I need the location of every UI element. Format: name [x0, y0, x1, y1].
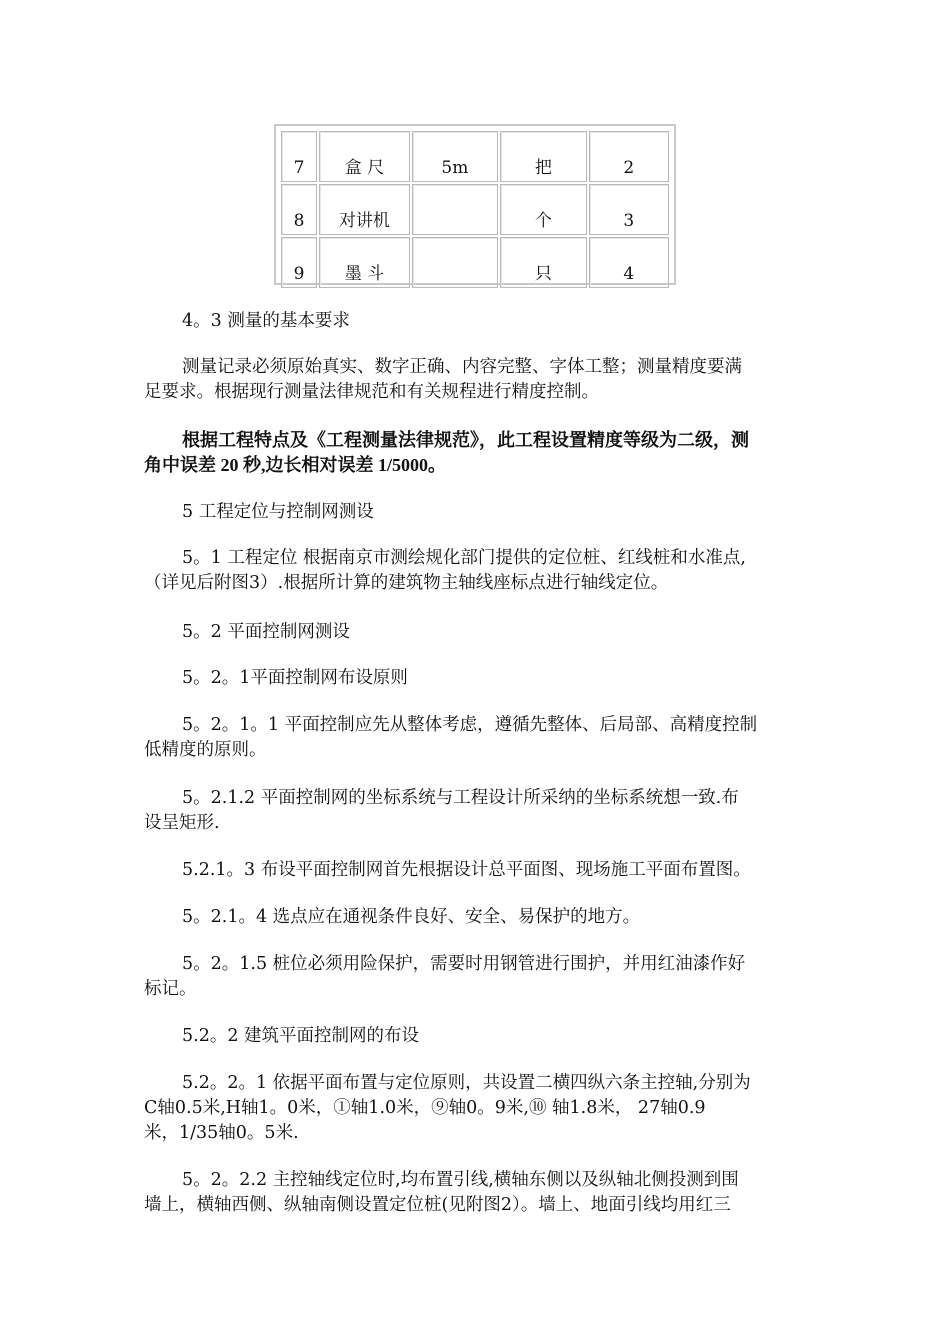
table-cell-spec: 5m — [412, 131, 498, 182]
table-cell-index: 8 — [281, 184, 317, 235]
paragraph-line: 5。2.1。4 选点应在通视条件良好、安全、易保护的地方。 — [182, 907, 641, 927]
paragraph-line: 5.2.1。3 布设平面控制网首先根据设计总平面图、现场施工平面布置图。 — [182, 860, 751, 880]
paragraph-5-2-2-1 — [144, 1071, 808, 1146]
table-cell-name: 墨 斗 — [319, 237, 409, 288]
paragraph-line: 低精度的原则。 — [144, 740, 267, 760]
paragraph-line: 5.2。2。1 依据平面布置与定位原则，共设置二横四纵六条主控轴,分别为 — [182, 1073, 751, 1093]
equipment-table-frame — [274, 124, 676, 285]
paragraph-5-2-2-2 — [144, 1168, 808, 1218]
paragraph-line: 5。2.1.2 平面控制网的坐标系统与工程设计所采纳的坐标系统想一致.布 — [182, 788, 739, 808]
paragraph-5-2-1-4 — [144, 905, 808, 930]
paragraph-line: 设呈矩形. — [144, 813, 220, 833]
section-heading-5 — [144, 500, 808, 525]
section-heading-5-2-1 — [144, 666, 808, 691]
paragraph-precision-grade — [144, 428, 808, 478]
paragraph-line: 5。2。1.5 桩位必须用险保护，需要时用钢管进行围护，并用红油漆作好 — [182, 954, 746, 974]
paragraph-line: 角中误差 20 秒,边长相对误差 1/5000。 — [144, 455, 446, 475]
table-cell-name: 对讲机 — [319, 184, 409, 235]
table-row — [281, 184, 669, 235]
table-row — [281, 131, 669, 182]
table-cell-quantity: 3 — [589, 184, 669, 235]
table-cell-spec — [412, 237, 498, 288]
table-cell-spec — [412, 184, 498, 235]
section-heading-4-3 — [144, 309, 808, 334]
paragraph-5-2-1-3 — [144, 858, 808, 883]
table-cell-index: 7 — [281, 131, 317, 182]
paragraph-line: C轴0.5米,H轴1。0米，①轴1.0米，⑨轴0。9米,⑩ 轴1.8米， 27轴0.9 — [144, 1098, 706, 1118]
paragraph-record-requirements — [144, 355, 808, 405]
paragraph-line: 4。3 测量的基本要求 — [182, 311, 350, 331]
paragraph-line: 5.2。2 建筑平面控制网的布设 — [182, 1026, 420, 1046]
table-cell-quantity: 4 — [589, 237, 669, 288]
paragraph-line: 根据工程特点及《工程测量法律规范》，此工程设置精度等级为二级，测 — [182, 430, 749, 450]
paragraph-line: 5 工程定位与控制网测设 — [182, 502, 374, 522]
paragraph-5-2-1-5 — [144, 952, 808, 1002]
section-heading-5-2-2 — [144, 1024, 808, 1049]
paragraph-line: 墙上，横轴西侧、纵轴南侧设置定位桩(见附图2）。墙上、地面引线均用红三 — [144, 1195, 731, 1215]
table-row — [281, 237, 669, 288]
table-cell-unit: 个 — [500, 184, 586, 235]
equipment-table — [279, 129, 671, 290]
paragraph-line: 5。1 工程定位 根据南京市测绘规化部门提供的定位桩、红线桩和水准点, — [182, 548, 746, 568]
paragraph-line: 测量记录必须原始真实、数字正确、内容完整、字体工整；测量精度要满 — [182, 357, 742, 377]
paragraph-5-2-1-2 — [144, 786, 808, 836]
table-cell-unit: 只 — [500, 237, 586, 288]
section-heading-5-2 — [144, 620, 808, 645]
table-cell-quantity: 2 — [589, 131, 669, 182]
paragraph-positioning — [144, 546, 808, 596]
paragraph-line: 5。2。1平面控制网布设原则 — [182, 668, 408, 688]
paragraph-line: 标记。 — [144, 979, 197, 999]
table-cell-index: 9 — [281, 237, 317, 288]
paragraph-line: 5。2。1。1 平面控制应先从整体考虑，遵循先整体、后局部、高精度控制 — [182, 715, 758, 735]
paragraph-line: （详见后附图3）.根据所计算的建筑物主轴线座标点进行轴线定位。 — [144, 573, 669, 593]
table-cell-unit: 把 — [500, 131, 586, 182]
paragraph-line: 米，1/35轴0。5米. — [144, 1123, 299, 1143]
paragraph-line: 5。2。2.2 主控轴线定位时,均布置引线,横轴东侧以及纵轴北侧投测到围 — [182, 1170, 739, 1190]
paragraph-5-2-1-1 — [144, 713, 808, 763]
table-cell-name: 盒 尺 — [319, 131, 409, 182]
paragraph-line: 5。2 平面控制网测设 — [182, 622, 350, 642]
paragraph-line: 足要求。根据现行测量法律规范和有关规程进行精度控制。 — [144, 382, 599, 402]
